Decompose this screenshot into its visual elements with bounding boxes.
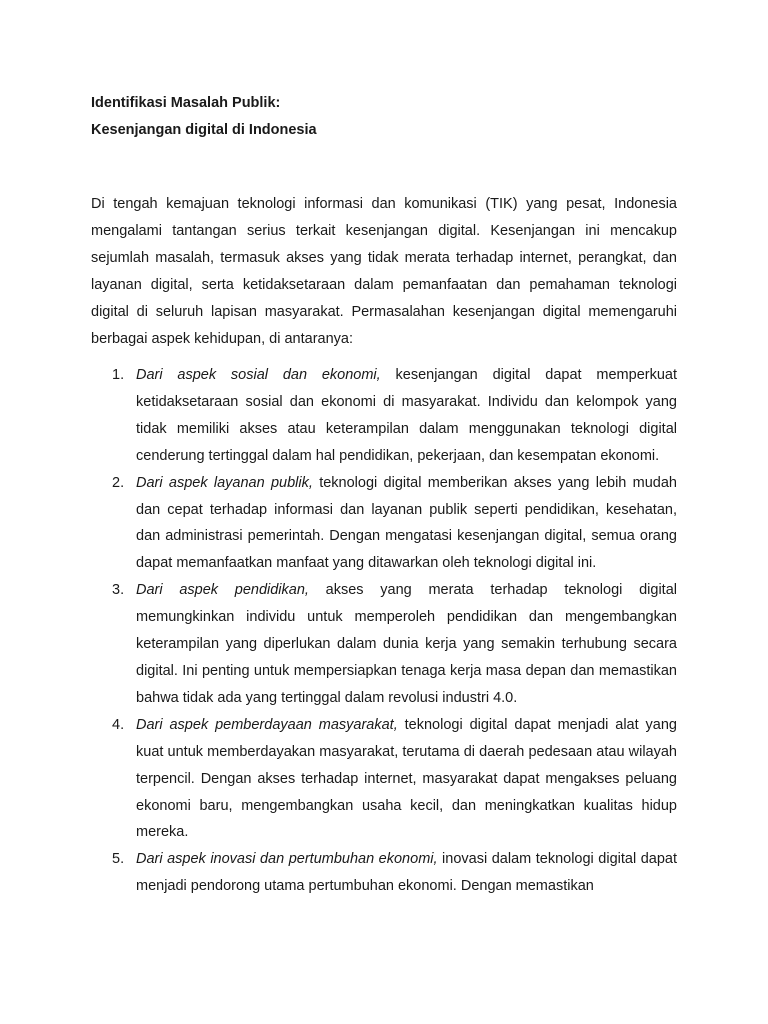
intro-paragraph: Di tengah kemajuan teknologi informasi dan komunikasi (TIK) yang pesat, Indonesia mengalami tantangan serius terkait kesenjangan digital. Kesenjangan ini mencakup sejumlah masalah, termasuk akses yang tidak merata terhadap internet, perangkat, dan layanan digital, serta ketidaksetaraan dalam pemanfaatan dan pemahaman teknologi digital di seluruh lapisan masyarakat. Permasalahan kesenjangan digital memengaruhi berbagai aspek kehidupan, di antaranya:	[91, 196, 677, 347]
list-item-lead: Dari aspek pemberdayaan masyarakat,	[136, 716, 398, 733]
list-item-number: 3.	[112, 582, 125, 599]
document-subtitle: Kesenjangan digital di Indonesia	[91, 122, 317, 138]
list-item	[91, 362, 677, 470]
list-item-lead: Dari aspek inovasi dan pertumbuhan ekonomi,	[136, 851, 438, 868]
list-item-lead: Dari aspek pendidikan,	[136, 582, 309, 599]
list-item-lead: Dari aspek sosial dan ekonomi,	[136, 367, 381, 383]
list-item-text: teknologi digital memberikan akses yang lebih mudah dan cepat terhadap informasi dan layanan publik seperti pendidikan, kesehatan, dan administrasi pemerintah. Dengan mengatasi kesenjangan digital, semua orang dapat memanfaatkan manfaat yang ditawarkan oleh teknologi digital ini.	[136, 474, 677, 572]
list-item-text: akses yang merata terhadap teknologi digital memungkinkan individu untuk memperoleh pendidikan dan mengembangkan keterampilan yang diperlukan dalam dunia kerja yang semakin terhubung secara digital. Ini penting untuk mempersiapkan tenaga kerja masa depan dan memastikan bahwa tidak ada yang tertinggal dalam revolusi industri 4.0.	[136, 582, 677, 706]
list-item-lead: Dari aspek layanan publik,	[136, 474, 313, 491]
list-item	[91, 577, 677, 712]
aspect-list	[91, 362, 677, 900]
list-item-number: 5.	[112, 851, 125, 868]
list-item-text: kesenjangan digital dapat memperkuat ketidaksetaraan sosial dan ekonomi di masyarakat. Individu dan kelompok yang tidak memiliki akses atau keterampilan dalam menggunakan teknologi digital cenderung tertinggal dalam hal pendidikan, pekerjaan, dan kesempatan ekonomi.	[136, 367, 677, 464]
document-title: Identifikasi Masalah Publik:	[91, 95, 281, 111]
list-item-number: 4.	[112, 716, 125, 733]
list-item-text: teknologi digital dapat menjadi alat yang kuat untuk memberdayakan masyarakat, terutama di daerah pedesaan atau wilayah terpencil. Dengan akses terhadap internet, masyarakat dapat mengakses peluang ekonomi baru, mengembangkan usaha kecil, dan meningkatkan kualitas hidup mereka.	[136, 716, 677, 841]
list-item-number: 1.	[112, 367, 125, 383]
list-item	[91, 846, 677, 900]
list-item-number: 2.	[112, 474, 125, 491]
list-item	[91, 470, 677, 578]
list-item	[91, 712, 677, 847]
list-item-text: inovasi dalam teknologi digital dapat menjadi pendorong utama pertumbuhan ekonomi. Dengan memastikan	[136, 851, 678, 895]
